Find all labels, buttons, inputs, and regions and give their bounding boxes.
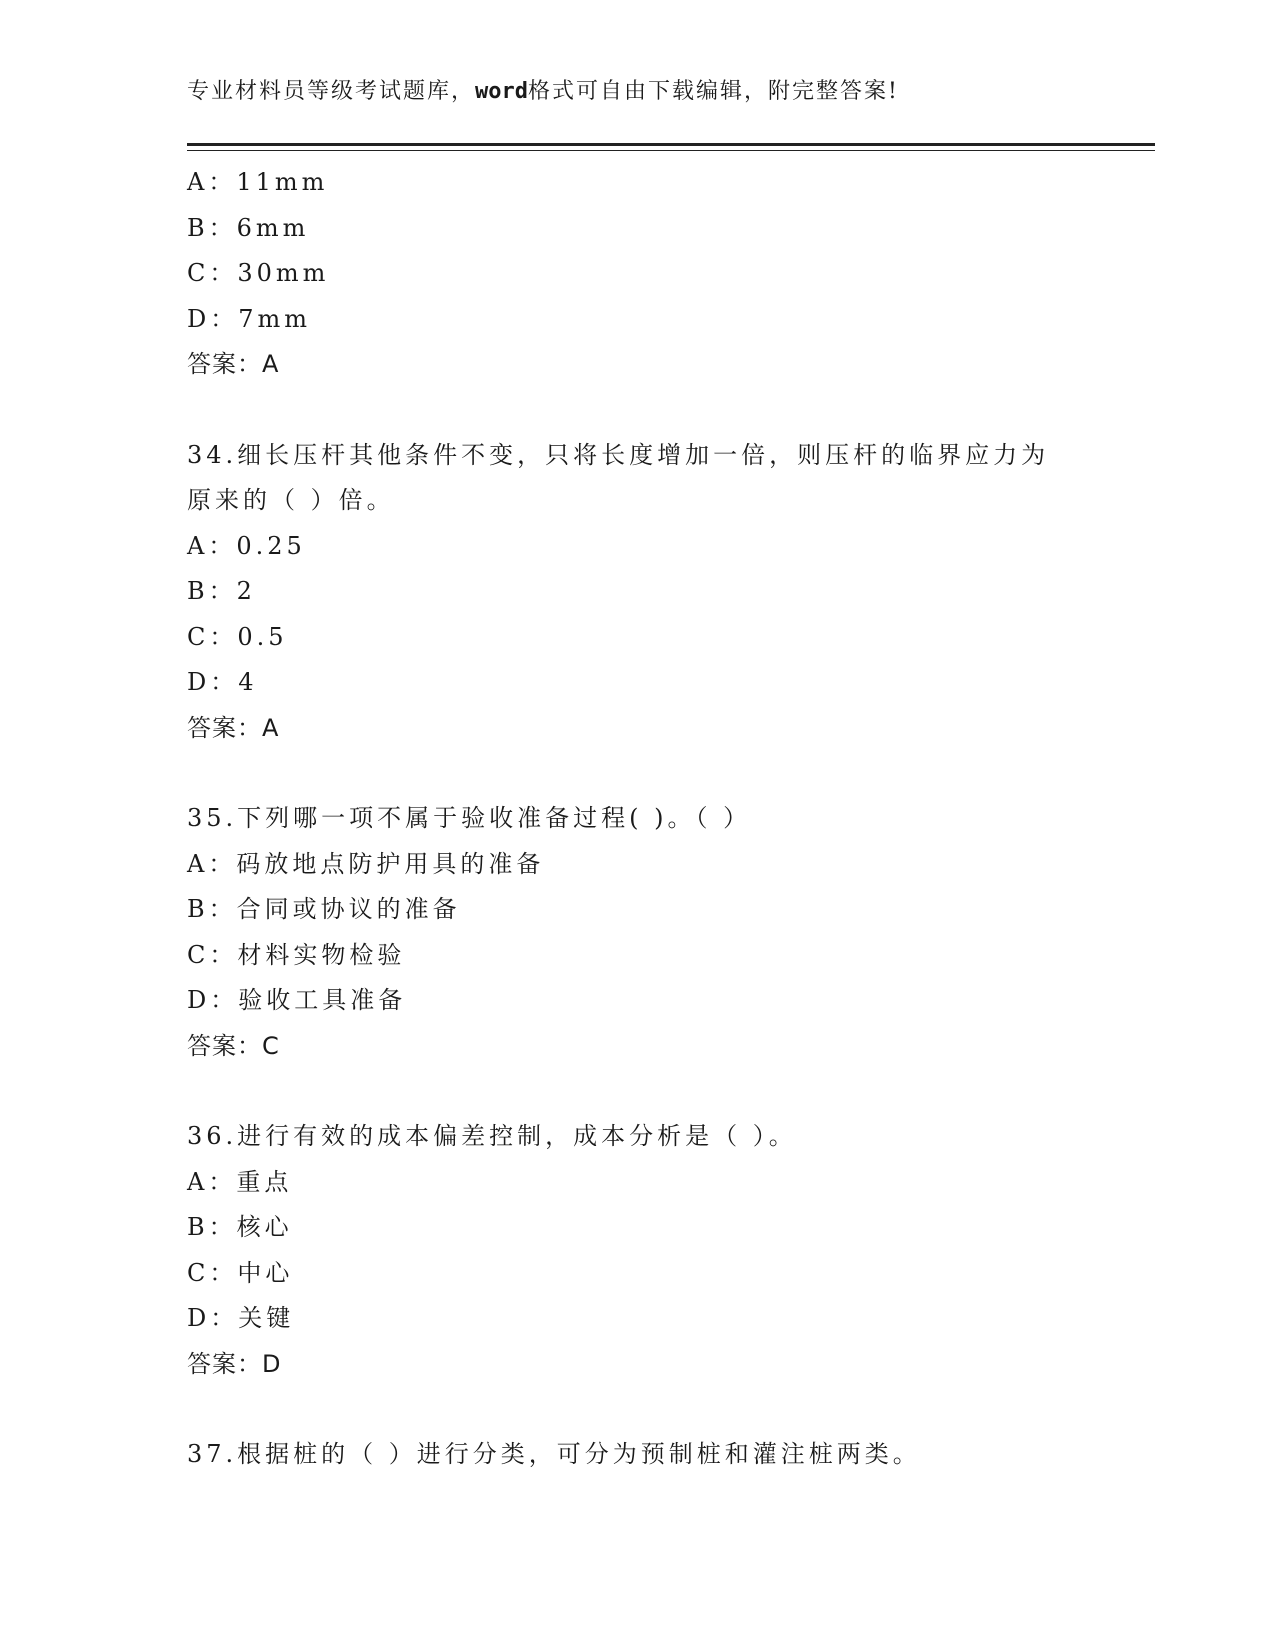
answer: 答案：D — [187, 1349, 282, 1378]
question-stem-continued: 原来的（ ）倍。 — [187, 486, 395, 514]
option-b: B：合同或协议的准备 — [187, 895, 461, 923]
option-a: A：码放地点防护用具的准备 — [187, 849, 545, 878]
option-c: C：30mm — [187, 259, 330, 287]
question-stem: 36.进行有效的成本偏差控制，成本分析是（ ）。 — [187, 1122, 797, 1150]
question-36 — [187, 1114, 1087, 1387]
spacer — [187, 1387, 1087, 1432]
question-33 — [187, 160, 1087, 388]
question-list — [187, 160, 1087, 1478]
option-b: B：2 — [187, 577, 256, 605]
spacer — [187, 1069, 1087, 1114]
option-c: C：材料实物检验 — [187, 940, 406, 969]
option-c: C：0.5 — [187, 622, 288, 651]
option-a: A：11mm — [187, 168, 329, 196]
option-d: D：验收工具准备 — [187, 986, 407, 1014]
question-34 — [187, 433, 1087, 752]
option-a: A：0.25 — [187, 531, 306, 560]
spacer — [187, 388, 1087, 433]
header-text-latin: word — [475, 79, 528, 104]
answer: 答案：A — [187, 350, 280, 378]
question-stem: 37.根据桩的（ ）进行分类，可分为预制桩和灌注桩两类。 — [187, 1440, 921, 1468]
answer: 答案：A — [187, 713, 280, 742]
question-stem: 35.下列哪一项不属于验收准备过程( )。（ ） — [187, 804, 752, 832]
question-37 — [187, 1432, 1087, 1478]
option-c: C：中心 — [187, 1258, 294, 1287]
question-stem: 34.细长压杆其他条件不变，只将长度增加一倍，则压杆的临界应力为 — [187, 440, 1050, 469]
option-d: D：关键 — [187, 1304, 295, 1332]
option-b: B：核心 — [187, 1213, 293, 1241]
question-35 — [187, 796, 1087, 1069]
option-b: B：6mm — [187, 213, 310, 242]
header-rule-thick — [187, 143, 1155, 146]
page-header — [187, 74, 899, 105]
header-rule-thin — [187, 150, 1155, 151]
spacer — [187, 751, 1087, 796]
answer: 答案：C — [187, 1031, 280, 1060]
header-text-before: 专业材料员等级考试题库， — [187, 79, 476, 104]
option-d: D：7mm — [187, 304, 312, 333]
option-d: D：4 — [187, 668, 258, 696]
header-text-after: 格式可自由下载编辑，附完整答案! — [528, 79, 899, 104]
option-a: A：重点 — [187, 1167, 293, 1196]
